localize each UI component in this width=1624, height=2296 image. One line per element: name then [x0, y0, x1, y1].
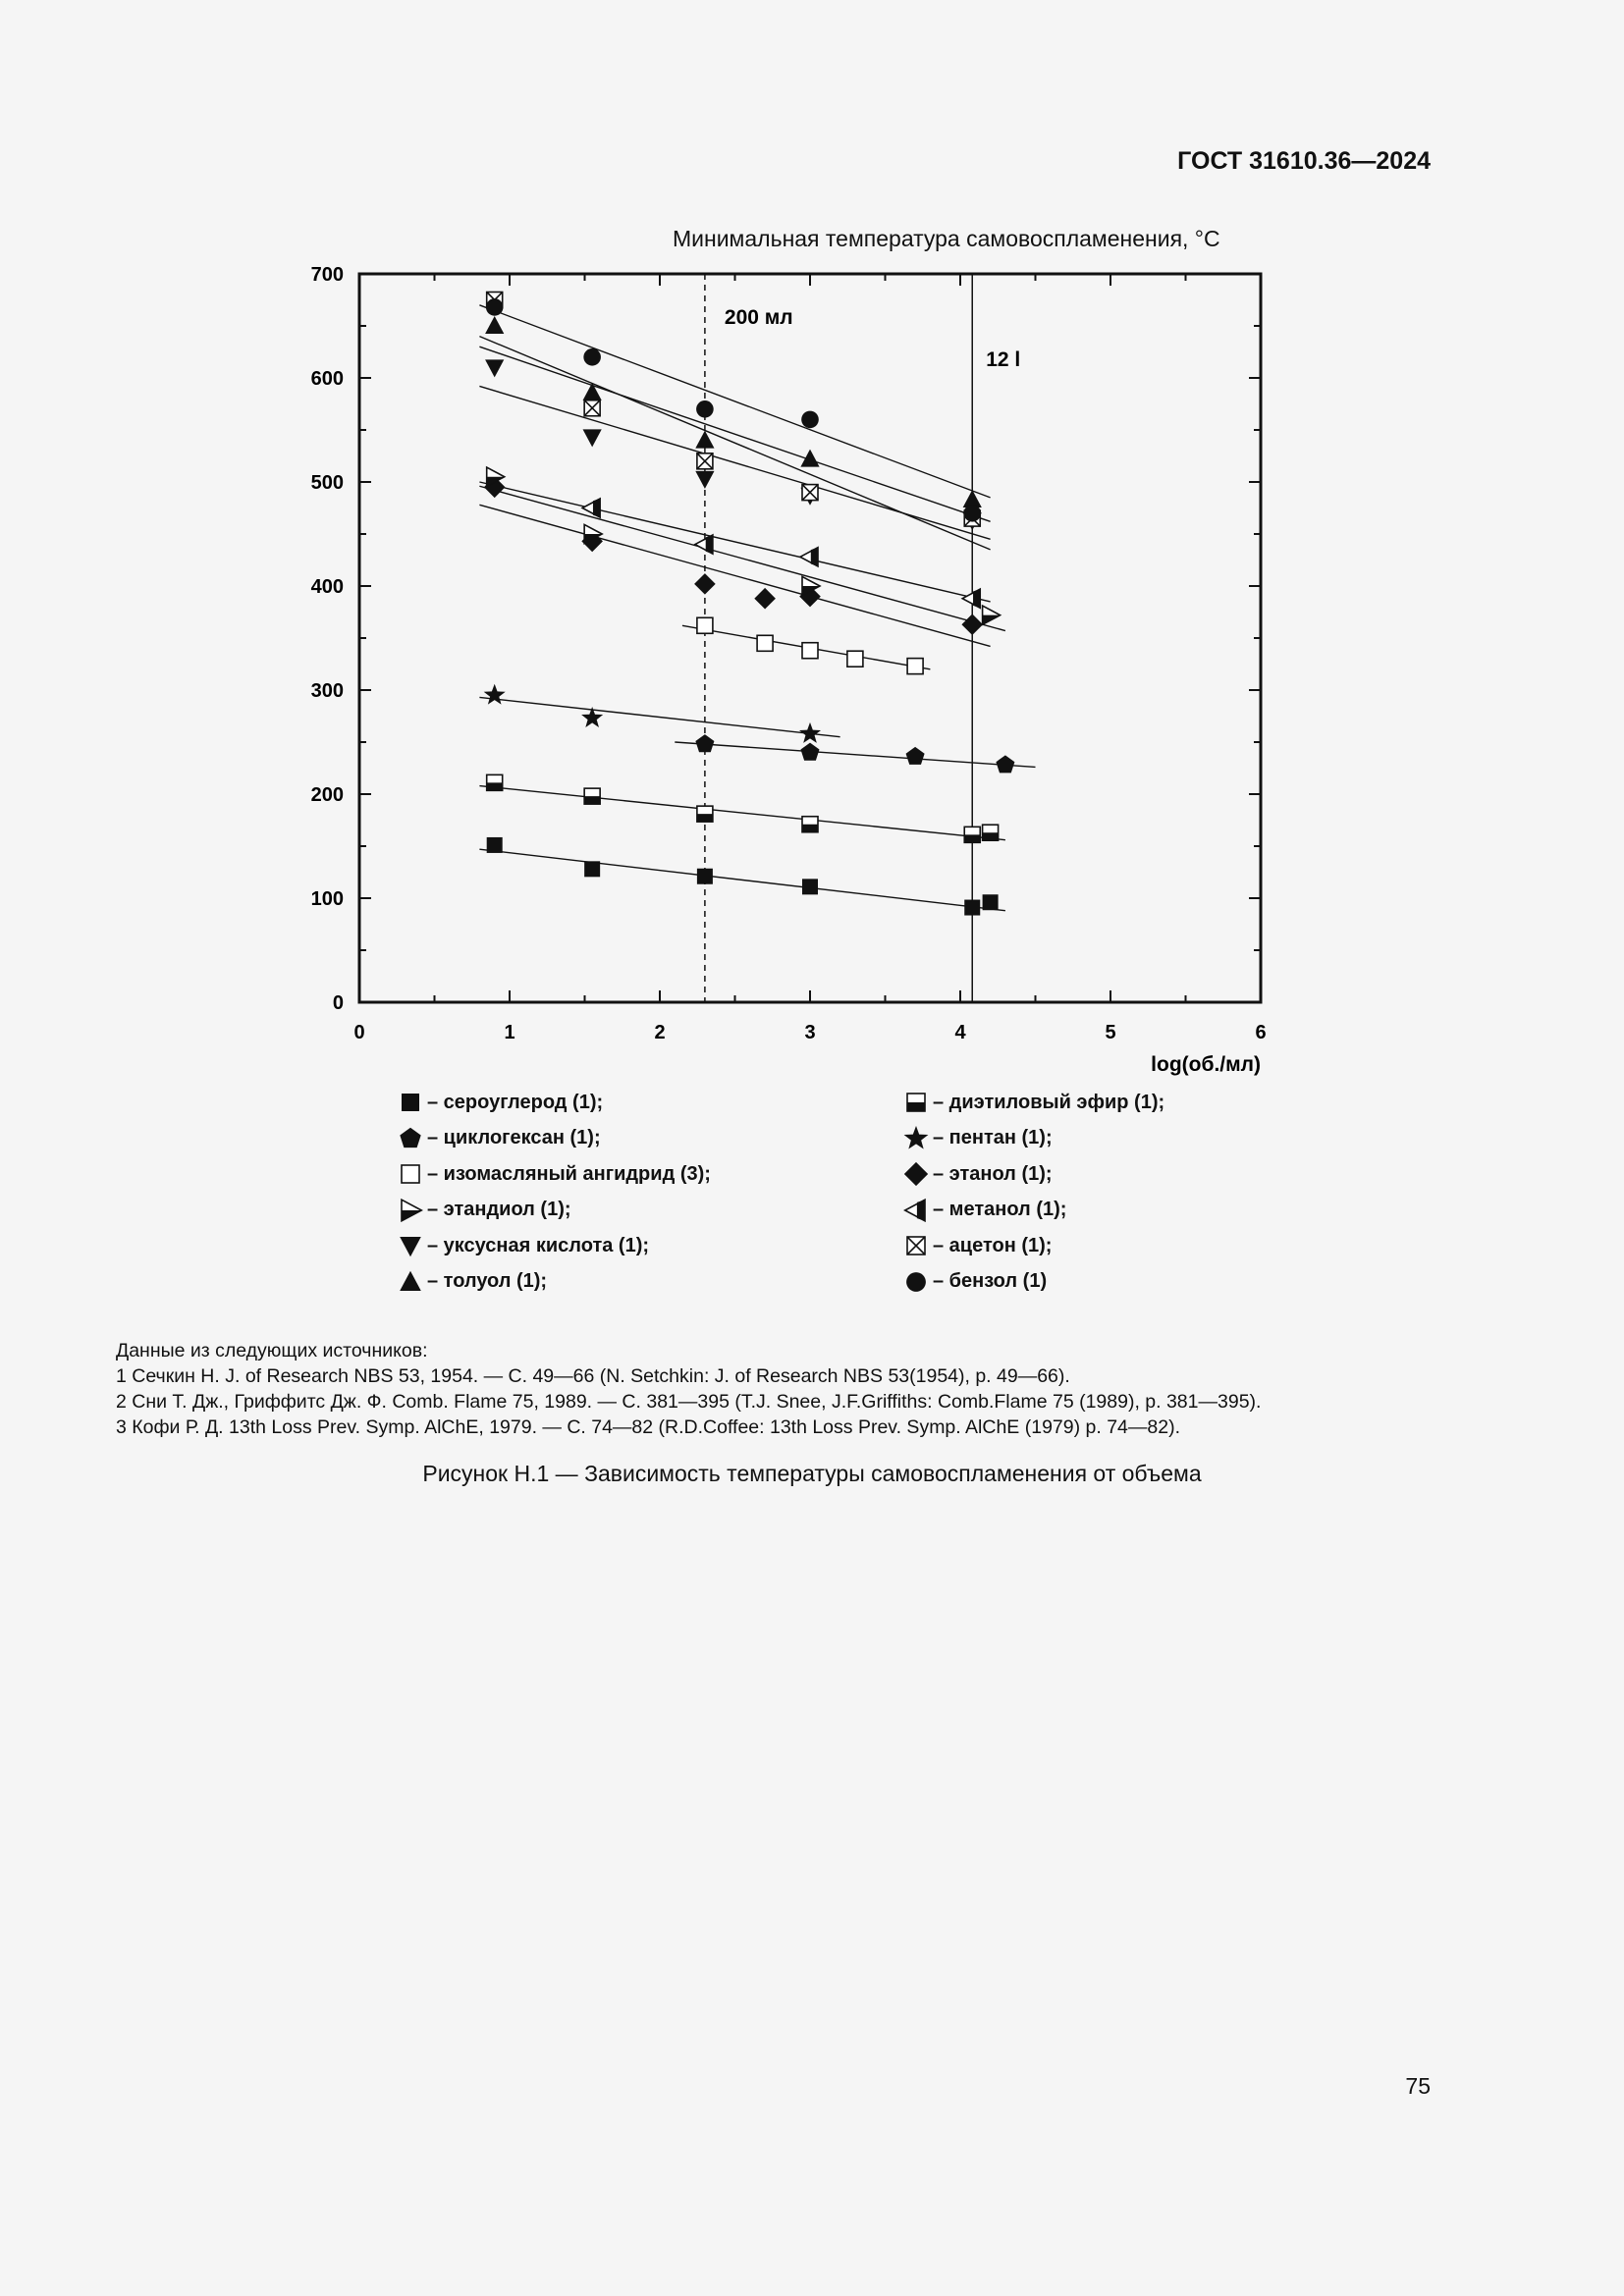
legend-marker-diamond-filled-icon — [903, 1161, 929, 1187]
page-number: 75 — [1405, 2073, 1431, 2099]
legend-marker-triangle-right-half-icon — [398, 1198, 423, 1223]
data-point-triangle-up-filled — [485, 316, 504, 334]
data-point-circle-filled — [486, 298, 504, 316]
data-point-circle-filled — [801, 411, 819, 429]
legend-marker-shape — [907, 1094, 925, 1111]
data-point-square-half — [487, 774, 503, 790]
data-point-triangle-left-half — [800, 548, 818, 566]
data-point-square-filled — [697, 869, 713, 884]
legend-marker-shape — [400, 1127, 420, 1147]
fit-line-square-x — [479, 337, 990, 550]
legend-label: – пентан (1); — [933, 1127, 1053, 1148]
x-tick-label: 0 — [353, 1022, 365, 1043]
fit-line-square-half — [479, 786, 1005, 840]
data-point-triangle-down-filled — [695, 471, 714, 489]
x-tick-label: 5 — [1105, 1022, 1116, 1043]
data-point-square-x — [584, 400, 600, 416]
document-header: ГОСТ 31610.36—2024 — [1177, 147, 1431, 175]
data-point-pentagon-filled — [996, 755, 1014, 773]
fit-line-triangle-down-filled — [479, 386, 990, 539]
y-tick-label: 100 — [310, 888, 344, 910]
legend-label: – уксусная кислота (1); — [427, 1234, 650, 1256]
legend-label: – ацетон (1); — [933, 1234, 1053, 1256]
legend-label: – толуол (1); — [427, 1270, 548, 1292]
data-point-square-open — [847, 651, 863, 667]
legend-marker-shape — [905, 1200, 925, 1221]
data-point-square-filled — [983, 894, 999, 910]
legend-item-circle-filled — [903, 1269, 1047, 1295]
source-item-1: 1 Сечкин Н. J. of Research NBS 53, 1954. — С. 49—66 (N. Setchkin: J. of Research NBS 53(1954), p. 49—66). — [116, 1365, 1070, 1387]
y-tick-label: 700 — [310, 264, 344, 286]
fit-line-triangle-left-half — [479, 482, 990, 602]
legend-marker-square-open-icon — [398, 1161, 423, 1187]
y-tick-label: 200 — [310, 784, 344, 806]
legend-marker-shape — [402, 1094, 419, 1111]
data-point-square-open — [907, 659, 923, 674]
data-point-triangle-down-filled — [583, 429, 602, 447]
scatter-chart — [0, 0, 1624, 1080]
y-tick-label: 0 — [332, 992, 344, 1014]
legend-marker-shape — [400, 1270, 421, 1290]
x-tick-label: 6 — [1255, 1022, 1267, 1043]
fit-line-circle-filled — [479, 305, 990, 498]
fit-line-star-filled — [479, 697, 839, 736]
legend-marker-shape — [904, 1126, 929, 1149]
source-item-3: 3 Кофи Р. Д. 13th Loss Prev. Symp. AlChE, 1979. — С. 74—82 (R.D.Coffee: 13th Loss Prev. Symp. AlChE (1979) p. 74—82). — [116, 1416, 1180, 1438]
x-tick-label: 4 — [954, 1022, 966, 1043]
legend-marker-shape — [402, 1165, 419, 1183]
legend-marker-circle-filled-icon — [903, 1269, 929, 1295]
legend-item-star-filled — [903, 1126, 1053, 1151]
legend-marker-shape — [402, 1200, 421, 1221]
legend-item-triangle-right-half — [398, 1198, 571, 1223]
data-point-circle-filled — [583, 348, 601, 366]
legend-item-square-open — [398, 1161, 711, 1187]
sources-block — [116, 1338, 1261, 1440]
legend-item-triangle-down-filled — [398, 1233, 649, 1258]
fit-line-triangle-up-filled — [479, 347, 990, 521]
data-point-square-open — [697, 617, 713, 633]
figure-caption: Рисунок Н.1 — Зависимость температуры самовоспламенения от объема — [422, 1461, 1202, 1486]
legend-marker-square-half-icon — [903, 1090, 929, 1115]
data-point-diamond-filled — [961, 614, 983, 635]
legend-marker-shape — [904, 1162, 928, 1186]
data-point-square-half — [802, 817, 818, 832]
fit-line-triangle-right-half — [479, 486, 1005, 630]
legend-marker-square-filled-icon — [398, 1090, 423, 1115]
legend-marker-triangle-up-filled-icon — [398, 1269, 423, 1295]
data-point-square-x — [697, 454, 713, 469]
data-point-pentagon-filled — [695, 734, 714, 752]
legend-marker-square-x-icon — [903, 1233, 929, 1258]
data-point-square-open — [802, 643, 818, 659]
legend-item-triangle-up-filled — [398, 1269, 547, 1295]
fit-line-pentagon-filled — [675, 742, 1035, 767]
legend-label: – бензол (1) — [933, 1270, 1048, 1292]
fit-line-square-filled — [479, 849, 1005, 911]
data-point-pentagon-filled — [906, 747, 925, 765]
legend-item-square-half — [903, 1090, 1164, 1115]
data-point-square-half — [697, 806, 713, 822]
legend-label: – этанол (1); — [933, 1162, 1053, 1185]
chart-title: Минимальная температура самовоспламенения, °С — [673, 226, 1220, 251]
legend-label: – сероуглерод (1); — [427, 1091, 604, 1113]
fit-line-diamond-filled — [479, 505, 990, 646]
annotation-label: 200 мл — [724, 306, 793, 329]
x-tick-label: 3 — [804, 1022, 816, 1043]
data-point-triangle-left-half — [962, 589, 980, 608]
source-item-2: 2 Сни Т. Дж., Гриффитс Дж. Ф. Comb. Flame 75, 1989. — С. 381—395 (T.J. Snee, J.F.Griffiths: Comb.Flame 75 (1989), p. 381—395). — [116, 1391, 1262, 1413]
legend-label: – метанол (1); — [933, 1199, 1067, 1220]
y-tick-label: 400 — [310, 576, 344, 598]
x-tick-label: 2 — [654, 1022, 666, 1043]
data-point-square-half — [983, 825, 999, 840]
legend-label: – диэтиловый эфир (1); — [933, 1091, 1165, 1113]
legend-item-pentagon-filled — [398, 1126, 601, 1151]
legend-marker-pentagon-filled-icon — [398, 1126, 423, 1151]
x-axis-label: log(об./мл) — [1151, 1053, 1261, 1076]
data-point-square-filled — [584, 861, 600, 877]
data-point-square-half — [584, 788, 600, 804]
data-point-triangle-up-filled — [583, 383, 602, 400]
legend-item-diamond-filled — [903, 1161, 1053, 1187]
legend-marker-triangle-left-half-icon — [903, 1198, 929, 1223]
y-tick-label: 600 — [310, 368, 344, 390]
data-point-square-filled — [802, 879, 818, 894]
data-point-star-filled — [484, 684, 506, 705]
sources-heading: Данные из следующих источников: — [116, 1340, 428, 1362]
legend-marker-shape — [907, 1237, 925, 1255]
y-tick-label: 300 — [310, 680, 344, 702]
legend-item-square-filled — [398, 1090, 603, 1115]
legend-item-triangle-left-half — [903, 1198, 1066, 1223]
data-point-circle-filled — [696, 400, 714, 418]
data-point-square-filled — [964, 900, 980, 916]
annotation-label: 12 l — [986, 348, 1021, 371]
data-point-triangle-down-filled — [485, 359, 504, 377]
data-point-triangle-right-half — [983, 606, 1001, 624]
legend-marker-star-filled-icon — [903, 1126, 929, 1151]
data-point-square-x — [802, 485, 818, 501]
legend-marker-triangle-down-filled-icon — [398, 1233, 423, 1258]
legend-item-square-x — [903, 1233, 1052, 1258]
data-point-square-filled — [487, 837, 503, 853]
data-point-circle-filled — [963, 505, 981, 522]
x-tick-label: 1 — [504, 1022, 515, 1043]
data-point-star-filled — [799, 722, 821, 743]
data-point-triangle-left-half — [695, 535, 713, 554]
data-point-pentagon-filled — [800, 743, 819, 761]
data-point-square-open — [757, 635, 773, 651]
legend-label: – изомасляный ангидрид (3); — [427, 1162, 711, 1185]
data-point-diamond-filled — [754, 588, 776, 610]
data-point-diamond-filled — [694, 573, 716, 595]
y-tick-label: 500 — [310, 472, 344, 494]
legend-label: – этандиол (1); — [427, 1199, 571, 1220]
legend-marker-shape — [906, 1272, 926, 1292]
data-point-square-half — [964, 827, 980, 842]
legend-label: – циклогексан (1); — [427, 1127, 601, 1148]
legend-marker-shape — [400, 1237, 421, 1256]
